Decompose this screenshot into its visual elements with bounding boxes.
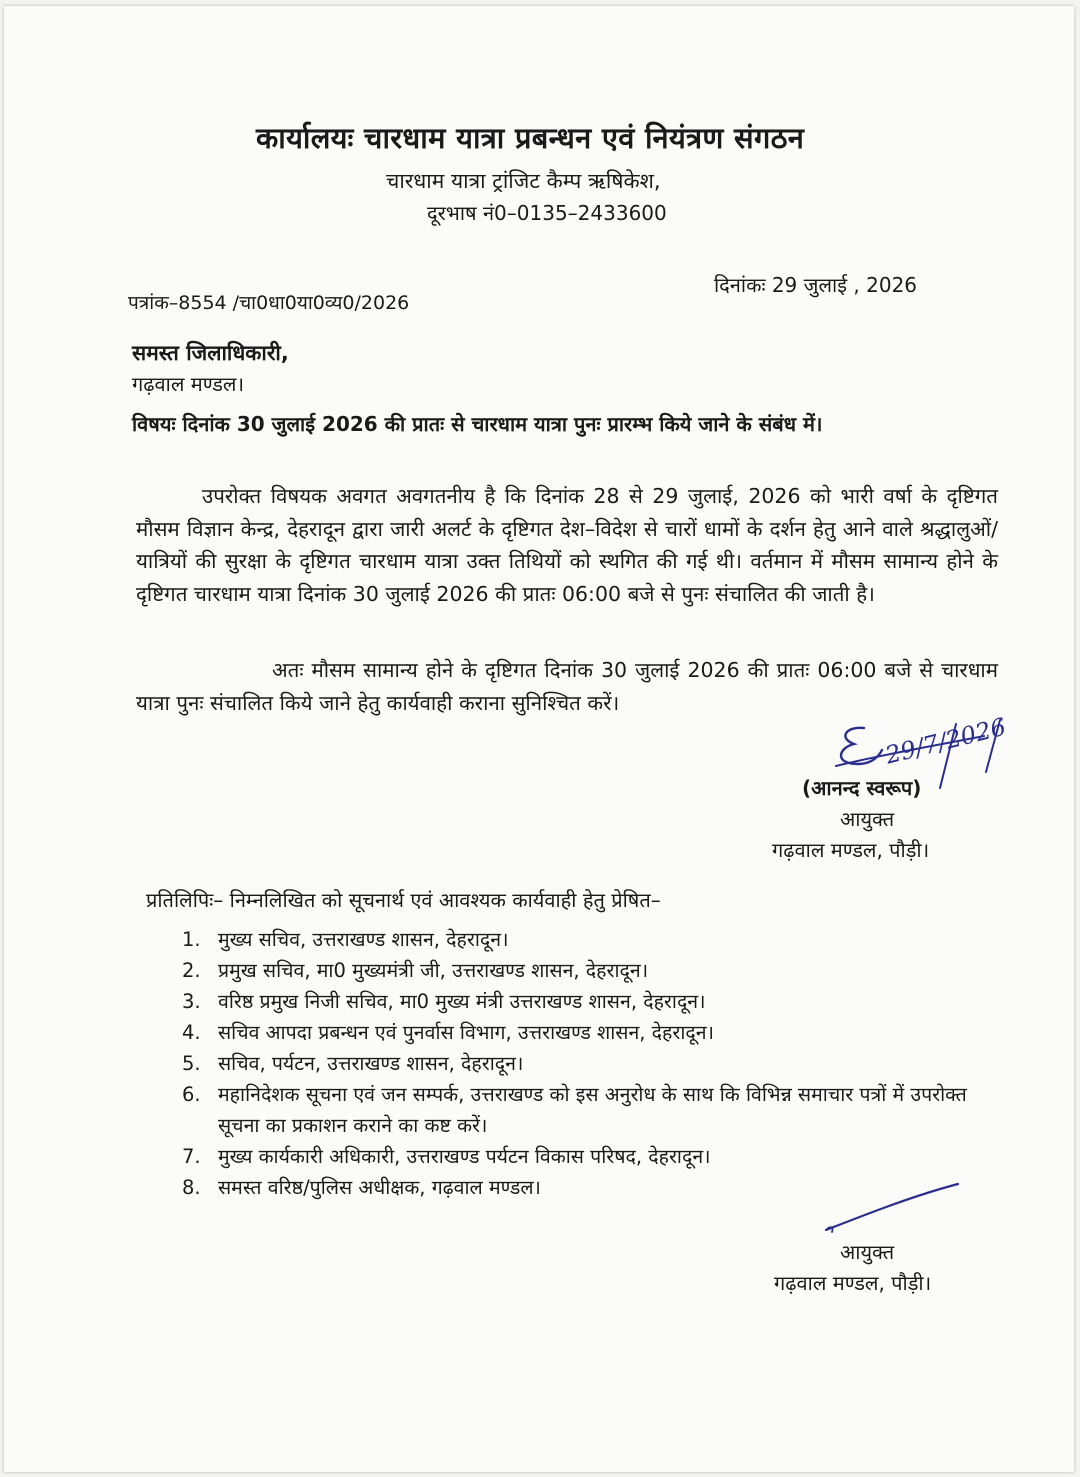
list-text: प्रमुख सचिव, मा0 मुख्यमंत्री जी, उत्तराखण्ड शासन, देहरादून। bbox=[218, 959, 649, 982]
footer-designation: आयुक्त bbox=[840, 1240, 895, 1264]
addressee-title: समस्त जिलाधिकारी, bbox=[132, 341, 289, 365]
list-text: समस्त वरिष्ठ/पुलिस अधीक्षक, गढ़वाल मण्डल। bbox=[218, 1176, 541, 1199]
list-item bbox=[182, 1141, 982, 1172]
copy-to-intro: प्रतिलिपिः– निम्नलिखित को सूचनार्थ एवं आवश्यक कार्यवाही हेतु प्रेषित– bbox=[146, 888, 661, 912]
body-paragraph-1: उपरोक्त विषयक अवगत अवगतनीय है कि दिनांक 28 से 29 जुलाई, 2026 को भारी वर्षा के दृष्टिगत मौसम विज्ञान केन्द्र, देहरादून द्वारा जारी अलर्ट के दृष्टिगत देश–विदेश से चारों धामों के दर्शन हेतु आने वाले श्रद्धालुओं/यात्रियों की सुरक्षा के दृष्टिगत चारधाम यात्रा उक्त तिथियों को स्थगित की गई थी। वर्तमान में मौसम सामान्य होने के दृष्टिगत चारधाम यात्रा दिनांक 30 जुलाई 2026 की प्रातः 06:00 बजे से पुनः संचालित की जाती है। bbox=[136, 484, 998, 606]
signatory-designation: आयुक्त bbox=[840, 807, 895, 831]
letter-page bbox=[4, 6, 1074, 1472]
list-text: वरिष्ठ प्रमुख निजी सचिव, मा0 मुख्य मंत्री उत्तराखण्ड शासन, देहरादून। bbox=[218, 990, 706, 1013]
list-text: महानिदेशक सूचना एवं जन सम्पर्क, उत्तराखण्ड को इस अनुरोध के साथ कि विभिन्न समाचार पत्रों में उपरोक्त सूचना का प्रकाशन कराने का कष्ट करें। bbox=[218, 1083, 967, 1137]
letter-date: दिनांकः 29 जुलाई , 2026 bbox=[714, 273, 918, 297]
list-item bbox=[182, 924, 982, 955]
copy-to-list bbox=[182, 924, 982, 1203]
list-number: 2. bbox=[182, 959, 201, 982]
list-item bbox=[182, 955, 982, 986]
signatory-name: (आनन्द स्वरूप) bbox=[802, 776, 922, 800]
signature-date: 29/7/2026 bbox=[882, 712, 1009, 770]
initial-signature bbox=[822, 1182, 962, 1236]
list-number: 8. bbox=[182, 1176, 201, 1199]
list-item bbox=[182, 1079, 982, 1141]
list-number: 6. bbox=[182, 1083, 201, 1106]
footer-office: गढ़वाल मण्डल, पौड़ी। bbox=[774, 1271, 932, 1295]
letter-subject: विषयः दिनांक 30 जुलाई 2026 की प्रातः से चारधाम यात्रा पुनः प्रारम्भ किये जाने के संबंध में। bbox=[132, 412, 823, 436]
list-number: 7. bbox=[182, 1145, 201, 1168]
list-item bbox=[182, 1048, 982, 1079]
list-text: सचिव आपदा प्रबन्धन एवं पुनर्वास विभाग, उत्तराखण्ड शासन, देहरादून। bbox=[218, 1021, 714, 1044]
addressee-region: गढ़वाल मण्डल। bbox=[132, 372, 245, 396]
body-paragraph-2: अतः मौसम सामान्य होने के दृष्टिगत दिनांक 30 जुलाई 2026 की प्रातः 06:00 बजे से चारधाम यात्रा पुनः संचालित किये जाने हेतु कार्यवाही कराना सुनिश्चित करें। bbox=[136, 658, 998, 715]
list-text: मुख्य सचिव, उत्तराखण्ड शासन, देहरादून। bbox=[218, 928, 509, 951]
office-phone: दूरभाष नं0–0135–2433600 bbox=[427, 201, 667, 225]
office-address: चारधाम यात्रा ट्रांजिट कैम्प ऋषिकेश, bbox=[386, 169, 661, 193]
list-number: 5. bbox=[182, 1052, 201, 1075]
list-number: 3. bbox=[182, 990, 201, 1013]
list-number: 4. bbox=[182, 1021, 201, 1044]
list-item bbox=[182, 986, 982, 1017]
signatory-office: गढ़वाल मण्डल, पौड़ी। bbox=[772, 838, 930, 862]
list-item bbox=[182, 1017, 982, 1048]
list-text: सचिव, पर्यटन, उत्तराखण्ड शासन, देहरादून। bbox=[218, 1052, 524, 1075]
list-number: 1. bbox=[182, 928, 201, 951]
office-title: कार्यालयः चारधाम यात्रा प्रबन्धन एवं नियंत्रण संगठन bbox=[256, 121, 805, 155]
letter-number: पत्रांक–8554 /चा0धा0या0व्य0/2026 bbox=[128, 292, 410, 314]
list-text: मुख्य कार्यकारी अधिकारी, उत्तराखण्ड पर्यटन विकास परिषद, देहरादून। bbox=[218, 1145, 711, 1168]
